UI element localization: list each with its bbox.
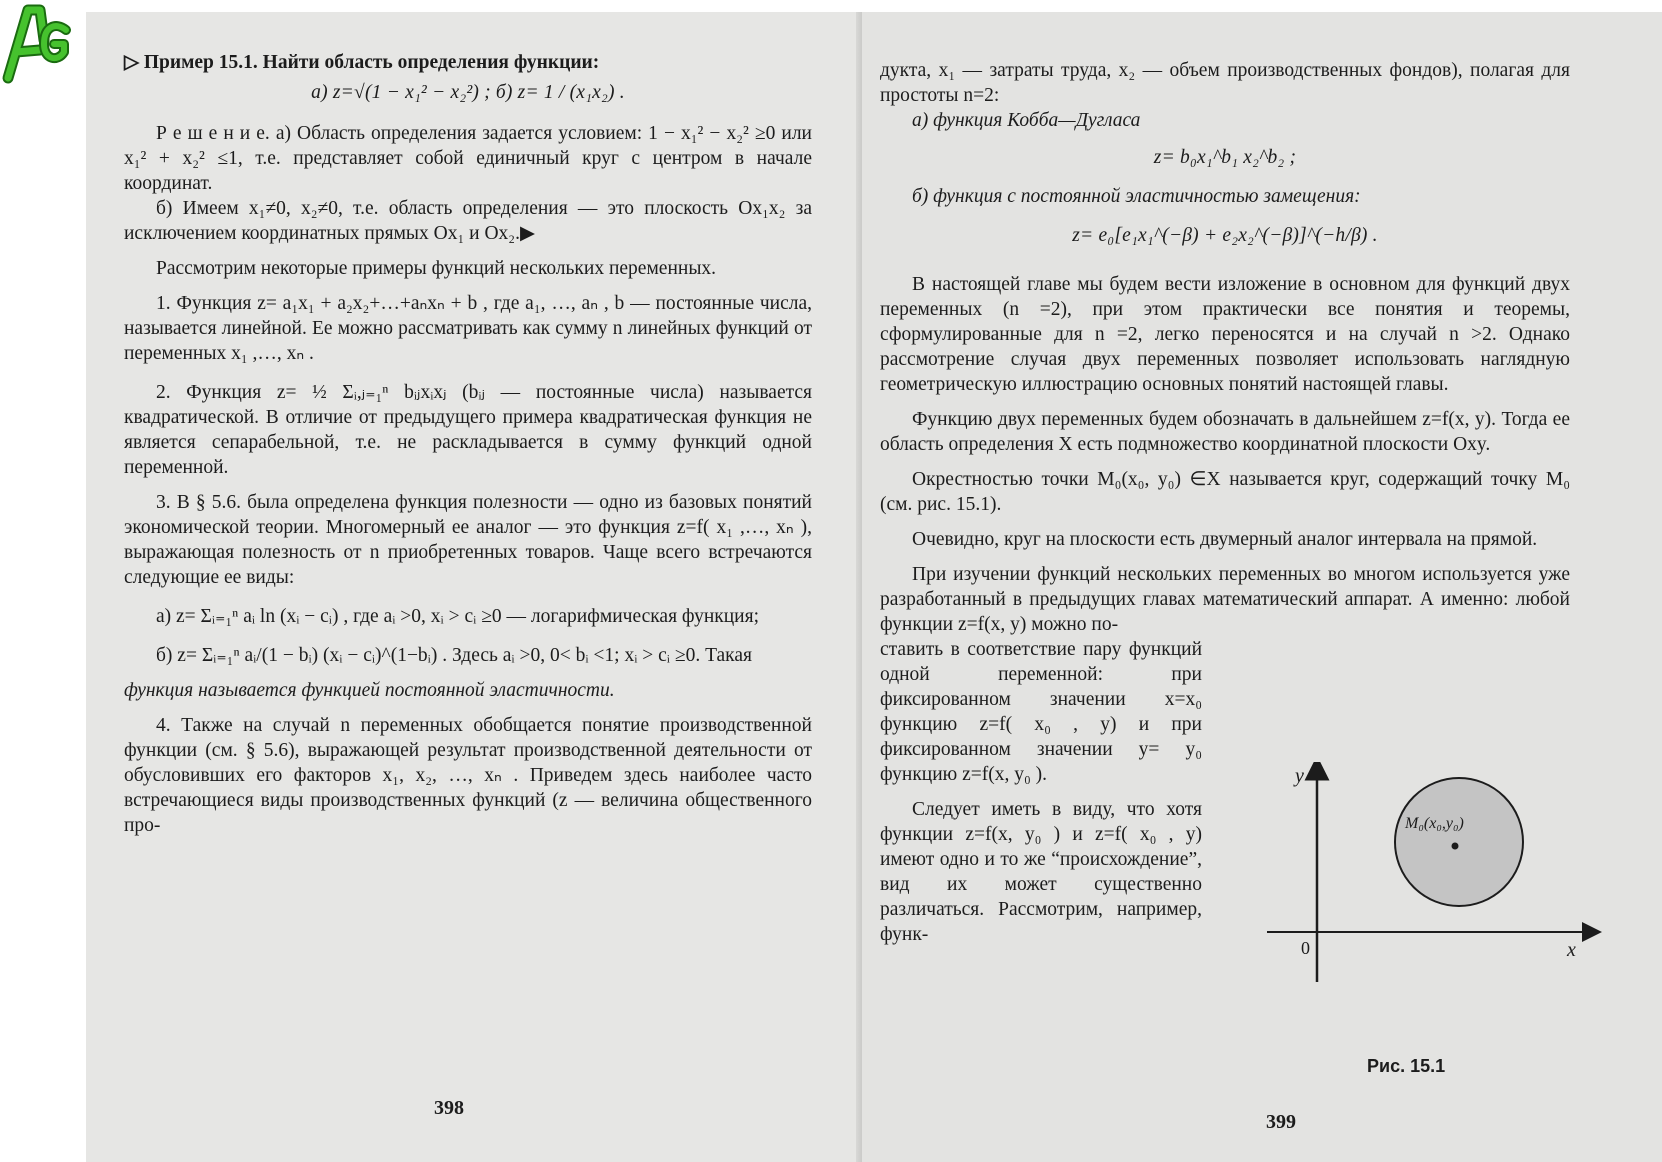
- intro-paragraph: Рассмотрим некоторые примеры функций нескольких переменных.: [156, 258, 717, 279]
- solution-b: б) Имеем x₁≠0, x₂≠0, т.е. область определения — это плоскость Ox₁x₂ за исключением координатных прямых Ox₁ и Ox₂.▶: [124, 198, 812, 244]
- item-production: 4. Также на случай n переменных обобщается понятие производственной функции (см. § 5.6), выражающей результат производственной деятельности от обусловивших его факторов x₁, x₂, …, xₙ . Приведем здесь наиболее часто встречающиеся виды производственных функций (z — величина общественного про-: [124, 715, 812, 836]
- point-m0-label: M₀(x₀,y₀): [1405, 815, 1464, 832]
- math-apparatus-paragraph: При изучении функций нескольких переменных во многом используется уже разработанный в предыдущих главах математический аппарат. А именно: любой функции z=f(x, y) можно по-: [880, 564, 1570, 635]
- solution-a: Р е ш е н и е. а) Область определения задается условием: 1 − x₁² − x₂² ≥0 или x₁² + x₂² ≤1, т.е. представляет собой единичный круг с центром в начале координат.: [124, 123, 812, 194]
- left-page: [86, 12, 862, 1162]
- item-quadratic: 2. Функция z= ½ Σᵢ,ⱼ₌₁ⁿ bᵢⱼxᵢxⱼ (bᵢⱼ — постоянные числа) называется квадратической. В отличие от предыдущего примера квадратическая функция не является сепарабельной, т.е. не раскладывается в сумму функций одной переменной.: [124, 382, 812, 478]
- page-number-right: 399: [1266, 1111, 1296, 1133]
- figure-caption: Рис. 15.1: [1367, 1056, 1446, 1076]
- origin-note-paragraph: Следует иметь в виду, что хотя функции z=f(x, y₀ ) и z=f( x₀ , y) имеют одно и то же “происхождение”, вид их может существенно различаться. Рассмотрим, например, функ-: [880, 799, 1202, 945]
- left-text-column: [124, 50, 812, 838]
- ces-label: б) функция с постоянной эластичностью замещения:: [912, 186, 1361, 207]
- utility-const-elasticity-end: функция называется функцией постоянной эластичности.: [124, 680, 615, 701]
- y-axis-label: y: [1295, 765, 1304, 787]
- example-formula: а) z=√(1 − x₁² − x₂²) ; б) z= 1 / (x₁x₂) .: [311, 82, 625, 103]
- neighborhood-disk: [1395, 778, 1523, 906]
- origin-label: 0: [1301, 938, 1310, 958]
- figure-15-1: [1267, 762, 1602, 1092]
- right-continuation: дукта, x₁ — затраты труда, x₂ — объем производственных фондов), полагая для простоты n=2:: [880, 60, 1570, 106]
- x-axis-label: x: [1567, 939, 1576, 961]
- two-var-notation-paragraph: Функцию двух переменных будем обозначать в дальнейшем z=f(x, y). Тогда ее область определения X есть подмножество координатной плоскости Oxy.: [880, 409, 1570, 455]
- item-linear: 1. Функция z= a₁x₁ + a₂x₂+…+aₙxₙ + b , где a₁, …, aₙ , b — постоянные числа, называется линейной. Ее можно рассматривать как сумму n линейных функций от переменных x₁ ,…, xₙ .: [124, 293, 812, 364]
- utility-const-elasticity: б) z= Σᵢ₌₁ⁿ aᵢ/(1 − bᵢ) (xᵢ − cᵢ)^(1−bᵢ) . Здесь aᵢ >0, 0< bᵢ <1; xᵢ > cᵢ ≥0. Такая: [156, 645, 752, 666]
- pair-functions-paragraph: ставить в соответствие пару функций одной переменной: при фиксированном значении x=x₀ функцию z=f( x₀ , y) и при фиксированном значении y= y₀ функцию z=f(x, y₀ ).: [880, 639, 1202, 785]
- item-utility: 3. В § 5.6. была определена функция полезности — одно из базовых понятий экономической теории. Многомерный ее аналог — это функция z=f( x₁ ,…, xₙ ), выражающая полезность от n приобретенных товаров. Чаще всего встречаются следующие ее виды:: [124, 492, 812, 588]
- ces-formula: z= e₀[e₁x₁^(−β) + e₂x₂^(−β)]^(−h/β) .: [1072, 225, 1378, 246]
- right-page: [862, 12, 1662, 1162]
- neighborhood-definition: Окрестностью точки M₀(x₀, y₀) ∈X называется круг, содержащий точку M₀ (см. рис. 15.1).: [880, 469, 1570, 515]
- cobb-douglas-label: а) функция Кобба—Дугласа: [912, 110, 1141, 131]
- point-m0: [1452, 843, 1459, 850]
- cobb-douglas-formula: z= b₀x₁^b₁ x₂^b₂ ;: [1153, 147, 1297, 168]
- example-heading: ▷ Пример 15.1. Найти область определения функции:: [124, 52, 600, 73]
- publisher-logo: [0, 0, 72, 86]
- disk-analog-paragraph: Очевидно, круг на плоскости есть двумерный аналог интервала на прямой.: [912, 529, 1538, 550]
- page-number-left: 398: [434, 1097, 464, 1119]
- utility-log: а) z= Σᵢ₌₁ⁿ aᵢ ln (xᵢ − cᵢ) , где aᵢ >0, xᵢ > cᵢ ≥0 — логарифмическая функция;: [156, 606, 759, 627]
- chapter-scope-paragraph: В настоящей главе мы будем вести изложение в основном для функций двух переменных (n =2), при этом практически все понятия и теоремы, сформулированные для n =2, легко переносятся и на случай n >2. Однако рассмотрение случая двух переменных позволяет использовать наглядную геометрическую иллюстрацию основных понятий настоящей главы.: [880, 274, 1570, 395]
